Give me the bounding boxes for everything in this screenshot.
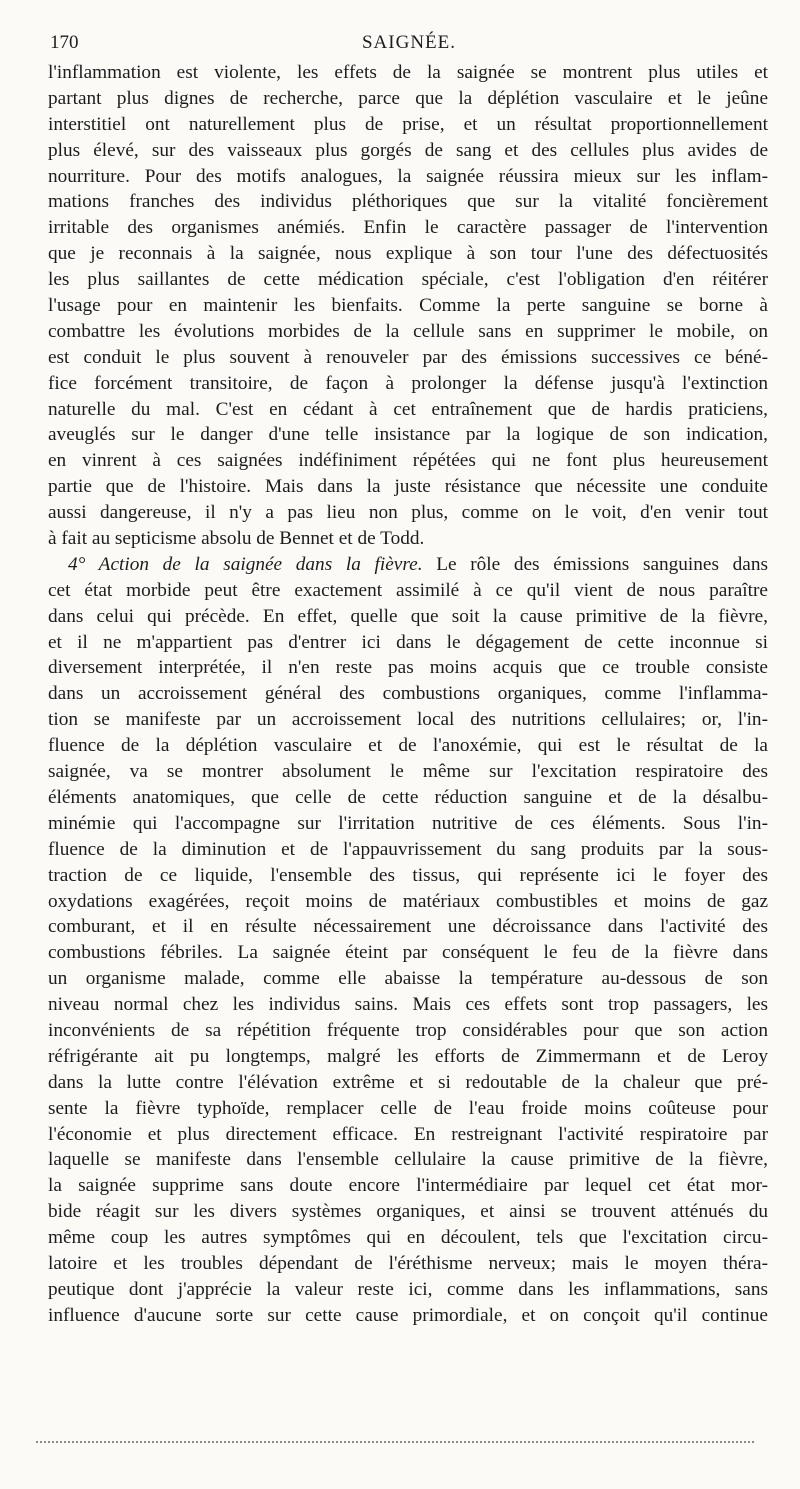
text-line: latoire et les troubles dépendant de l'éréthisme nerveux; mais le moyen théra- — [48, 1252, 768, 1274]
text-line: fluence de la déplétion vasculaire et de l'anoxémie, qui est le résultat de la — [48, 735, 768, 757]
text-line: minémie qui l'accompagne sur l'irritation nutritive de ces éléments. Sous l'in- — [48, 812, 768, 834]
text-line: l'inflammation est violente, les effets de la saignée se montrent plus utiles et — [48, 62, 768, 83]
text-line: partie que de l'histoire. Mais dans la juste résistance que nécessite une conduite — [48, 476, 768, 498]
body-text — [48, 60, 768, 1329]
page-header — [50, 32, 768, 56]
running-head: SAIGNÉE. — [361, 32, 457, 53]
text-line: l'usage pour en maintenir les bienfaits. Comme la perte sanguine se borne à — [48, 295, 768, 317]
text-line: en vinrent à ces saignées indéfiniment répétées qui ne font plus heureusement — [48, 450, 768, 472]
section-heading: 4° Action de la saignée dans la fièvre. — [68, 553, 423, 575]
text-line: cet état morbide peut être exactement assimilé à ce qu'il vient de nous paraître — [48, 579, 768, 601]
text-line: que je reconnais à la saignée, nous explique à son tour l'une des défectuosités — [48, 243, 768, 265]
paragraph-fever — [48, 552, 768, 1329]
text-line: partant plus dignes de recherche, parce que la déplétion vasculaire et le jeûne — [48, 87, 768, 109]
text-line: traction de ce liquide, l'ensemble des tissus, qui représente ici le foyer des — [48, 864, 768, 886]
text-line: mations franches des individus pléthoriques que sur la vitalité foncièrement — [48, 191, 768, 213]
text-line: laquelle se manifeste dans l'ensemble cellulaire la cause primitive de la fièvre, — [48, 1149, 768, 1171]
text-line: bide réagit sur les divers systèmes organiques, et ainsi se trouvent atténués du — [48, 1201, 768, 1223]
text-line: inconvénients de sa répétition fréquente trop considérables pour que son action — [48, 1019, 768, 1041]
page-number: 170 — [50, 32, 79, 53]
text-line: saignée, va se montrer absolument le même sur l'excitation respiratoire des — [48, 761, 768, 783]
text-line: plus élevé, sur des vaisseaux plus gorgés de sang et des cellules plus avides de — [48, 139, 768, 161]
text-line: et il ne m'appartient pas d'entrer ici dans le dégagement de cette inconnue si — [48, 631, 768, 653]
text-line: les plus saillantes de cette médication spéciale, c'est l'obligation d'en réitérer — [48, 269, 768, 291]
text-line: fice forcément transitoire, de façon à prolonger la défense jusqu'à l'extinction — [48, 372, 768, 394]
text-line: interstitiel ont naturellement plus de prise, et un résultat proportionnellement — [48, 113, 768, 135]
text-line: combattre les évolutions morbides de la cellule sans en supprimer le mobile, on — [48, 320, 768, 342]
text-line: oxydations exagérées, reçoit moins de matériaux combustibles et moins de gaz — [48, 890, 768, 912]
text-line: sente la fièvre typhoïde, remplacer celle de l'eau froide moins coûteuse pour — [48, 1097, 768, 1119]
text-line: aussi dangereuse, il n'y a pas lieu non plus, comme on le voit, d'en venir tout — [48, 502, 768, 524]
text-line: éléments anatomiques, que celle de cette réduction sanguine et de la désalbu- — [48, 786, 768, 808]
section-first-line-text: Le rôle des émissions sanguines dans — [422, 553, 768, 575]
text-line: irritable des organismes anémiés. Enfin le caractère passager de l'intervention — [48, 217, 768, 239]
text-line: comburant, et il en résulte nécessairement une décroissance dans l'activité des — [48, 916, 768, 938]
text-line: est conduit le plus souvent à renouveler par des émissions successives ce béné- — [48, 346, 768, 368]
text-line: niveau normal chez les individus sains. Mais ces effets sont trop passagers, les — [48, 994, 768, 1016]
text-line: à fait au septicisme absolu de Bennet et de Todd. — [48, 528, 425, 550]
footer-dotted-rule — [36, 1441, 754, 1443]
text-line: tion se manifeste par un accroissement local des nutritions cellulaires; or, l'in- — [48, 709, 768, 731]
text-line: dans la lutte contre l'élévation extrême et si redoutable de la chaleur que pré- — [48, 1071, 768, 1093]
text-line: aveuglés sur le danger d'une telle insistance par la logique de son indication, — [48, 424, 768, 446]
text-line: un organisme malade, comme elle abaisse la température au-dessous de son — [48, 968, 768, 990]
text-line: nourriture. Pour des motifs analogues, la saignée réussira mieux sur les inflam- — [48, 165, 768, 187]
text-line: fluence de la diminution et de l'appauvrissement du sang produits par la sous- — [48, 838, 768, 860]
text-line: la saignée supprime sans doute encore l'intermédiaire par lequel cet état mor- — [48, 1175, 768, 1197]
text-line: diversement interprétée, il n'en reste pas moins acquis que ce trouble consiste — [48, 657, 768, 679]
text-line: combustions fébriles. La saignée éteint par conséquent le feu de la fièvre dans — [48, 942, 768, 964]
text-line: l'économie et plus directement efficace. En restreignant l'activité respiratoire par — [48, 1123, 768, 1145]
text-line: même coup les autres symptômes qui en découlent, tels que l'excitation circu- — [48, 1227, 768, 1249]
text-line: dans celui qui précède. En effet, quelle que soit la cause primitive de la fièvre, — [48, 605, 768, 627]
text-line: réfrigérante ait pu longtemps, malgré les efforts de Zimmermann et de Leroy — [48, 1045, 768, 1067]
paragraph-inflammation — [48, 60, 768, 552]
text-line: naturelle du mal. C'est en cédant à cet entraînement que de hardis praticiens, — [48, 398, 768, 420]
text-line: dans un accroissement général des combustions organiques, comme l'inflamma- — [48, 683, 768, 705]
text-line: peutique dont j'apprécie la valeur reste ici, comme dans les inflammations, sans — [48, 1278, 768, 1300]
text-line: influence d'aucune sorte sur cette cause primordiale, et on conçoit qu'il continue — [48, 1304, 768, 1326]
section-first-line — [48, 552, 768, 578]
